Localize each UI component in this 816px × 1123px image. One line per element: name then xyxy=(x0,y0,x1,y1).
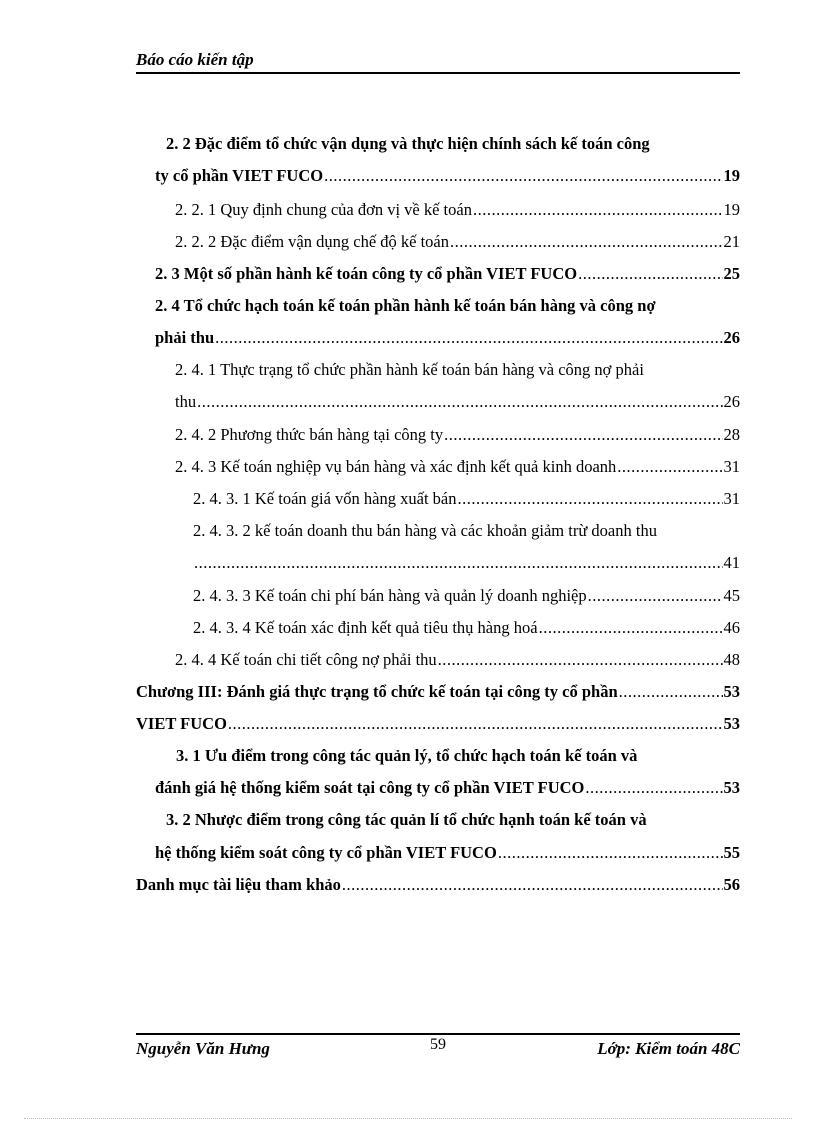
toc-entry-page: 19 xyxy=(723,166,740,185)
toc-leader-dots xyxy=(342,874,723,896)
page-header xyxy=(136,50,740,74)
toc-entry-page: 53 xyxy=(723,682,740,701)
toc-entry-page: 41 xyxy=(723,553,740,572)
toc-entry[interactable] xyxy=(193,617,740,639)
toc-entry[interactable] xyxy=(175,199,740,221)
toc-leader-dots xyxy=(324,165,722,187)
toc-leader-dots xyxy=(617,456,722,478)
toc-entry-text: 2. 2. 1 Quy định chung của đơn vị về kế toán xyxy=(175,200,472,219)
footer-author: Nguyễn Văn Hưng xyxy=(136,1039,270,1058)
toc-entry-text: Chương III: Đánh giá thực trạng tổ chức kế toán tại công ty cổ phần xyxy=(136,682,618,701)
toc-leader-dots xyxy=(444,424,722,446)
toc-entry-text: 2. 4. 4 Kế toán chi tiết công nợ phải thu xyxy=(175,650,437,669)
toc-leader-dots xyxy=(194,552,723,574)
toc-entry-text: phải thu xyxy=(155,328,215,347)
toc-entry[interactable] xyxy=(136,713,740,735)
toc-entry[interactable] xyxy=(155,842,740,864)
toc-entry[interactable] xyxy=(176,745,740,767)
toc-leader-dots xyxy=(228,713,723,735)
toc-entry[interactable] xyxy=(193,552,740,574)
page-edge-divider xyxy=(24,1118,792,1119)
toc-entry-page: 53 xyxy=(723,778,740,797)
footer-divider xyxy=(136,1033,740,1035)
toc-entry-text: ty cổ phần VIET FUCO xyxy=(155,166,324,185)
toc-entry[interactable] xyxy=(193,520,740,542)
toc-leader-dots xyxy=(215,327,722,349)
toc-leader-dots xyxy=(473,199,723,221)
toc-entry-text: 2. 4. 2 Phương thức bán hàng tại công ty xyxy=(175,425,444,444)
toc-leader-dots xyxy=(197,391,722,413)
footer-page-number: 59 xyxy=(430,1036,446,1053)
toc-entry-text: Danh mục tài liệu tham khảo xyxy=(136,875,341,894)
toc-entry-text: 2. 2. 2 Đặc điểm vận dụng chế độ kế toán xyxy=(175,232,450,251)
toc-entry-text: 2. 4. 1 Thực trạng tổ chức phần hành kế toán bán hàng và công nợ phải xyxy=(175,360,644,379)
toc-leader-dots xyxy=(450,231,722,253)
toc-entry-text: thu xyxy=(175,392,197,411)
toc-entry-text: đánh giá hệ thống kiểm soát tại công ty cổ phần VIET FUCO xyxy=(155,778,585,797)
toc-entry[interactable] xyxy=(155,777,740,799)
toc-entry[interactable] xyxy=(136,681,740,703)
toc-entry[interactable] xyxy=(155,263,740,285)
toc-entry-text: 2. 4. 3. 4 Kế toán xác định kết quả tiêu thụ hàng hoá xyxy=(193,618,538,637)
toc-entry[interactable] xyxy=(175,359,740,381)
toc-entry[interactable] xyxy=(166,133,740,155)
toc-entry-page: 26 xyxy=(723,392,740,411)
toc-entry-page: 48 xyxy=(723,650,740,669)
toc-leader-dots xyxy=(578,263,722,285)
toc-entry[interactable] xyxy=(193,488,740,510)
toc-entry[interactable] xyxy=(155,165,740,187)
toc-entry-page: 53 xyxy=(723,714,740,733)
toc-entry-page: 26 xyxy=(723,328,740,347)
toc-entry-page: 21 xyxy=(723,232,740,251)
toc-entry-page: 45 xyxy=(723,586,740,605)
toc-entry[interactable] xyxy=(155,327,740,349)
toc-entry-page: 25 xyxy=(723,264,740,283)
toc-entry[interactable] xyxy=(175,649,740,671)
toc-entry[interactable] xyxy=(193,585,740,607)
toc-entry-text: hệ thống kiểm soát công ty cổ phần VIET FUCO xyxy=(155,843,497,862)
header-title: Báo cáo kiến tập xyxy=(136,50,254,69)
toc-entry-page: 55 xyxy=(723,843,740,862)
toc-entry-text: 2. 4. 3. 1 Kế toán giá vốn hàng xuất bán xyxy=(193,489,457,508)
toc-entry-text: 2. 3 Một số phần hành kế toán công ty cổ phần VIET FUCO xyxy=(155,264,578,283)
toc-entry[interactable] xyxy=(136,874,740,896)
toc-entry-text: 3. 2 Nhược điểm trong công tác quản lí tổ chức hạnh toán kế toán và xyxy=(166,810,647,829)
toc-entry-text: 2. 2 Đặc điểm tổ chức vận dụng và thực hiện chính sách kế toán công xyxy=(166,134,650,153)
toc-entry-text: VIET FUCO xyxy=(136,714,227,733)
toc-leader-dots xyxy=(438,649,723,671)
toc-leader-dots xyxy=(457,488,722,510)
toc-entry-page: 56 xyxy=(723,875,740,894)
toc-entry[interactable] xyxy=(166,809,740,831)
toc-entry[interactable] xyxy=(175,424,740,446)
toc-leader-dots xyxy=(498,842,723,864)
toc-entry-page: 31 xyxy=(723,457,740,476)
toc-entry-text: 2. 4. 3. 2 kế toán doanh thu bán hàng và các khoản giảm trừ doanh thu xyxy=(193,521,657,540)
toc-entry-text: 3. 1 Ưu điểm trong công tác quản lý, tổ chức hạch toán kế toán và xyxy=(176,746,638,765)
toc-leader-dots xyxy=(588,585,723,607)
toc-entry[interactable] xyxy=(175,391,740,413)
toc-entry-page: 28 xyxy=(723,425,740,444)
toc-entry-page: 19 xyxy=(723,200,740,219)
toc-entry-text: 2. 4 Tổ chức hạch toán kế toán phần hành kế toán bán hàng và công nợ xyxy=(155,296,656,315)
toc-entry-text: 2. 4. 3 Kế toán nghiệp vụ bán hàng và xác định kết quả kinh doanh xyxy=(175,457,617,476)
toc-entry-page: 31 xyxy=(723,489,740,508)
toc-entry-text: 2. 4. 3. 3 Kế toán chi phí bán hàng và quản lý doanh nghiệp xyxy=(193,586,587,605)
toc-leader-dots xyxy=(539,617,723,639)
toc-entry-page: 46 xyxy=(723,618,740,637)
toc-entry[interactable] xyxy=(155,295,740,317)
toc-entry[interactable] xyxy=(175,231,740,253)
toc-leader-dots xyxy=(585,777,722,799)
footer-class: Lớp: Kiểm toán 48C xyxy=(597,1039,740,1058)
toc-leader-dots xyxy=(619,681,723,703)
toc-entry[interactable] xyxy=(175,456,740,478)
